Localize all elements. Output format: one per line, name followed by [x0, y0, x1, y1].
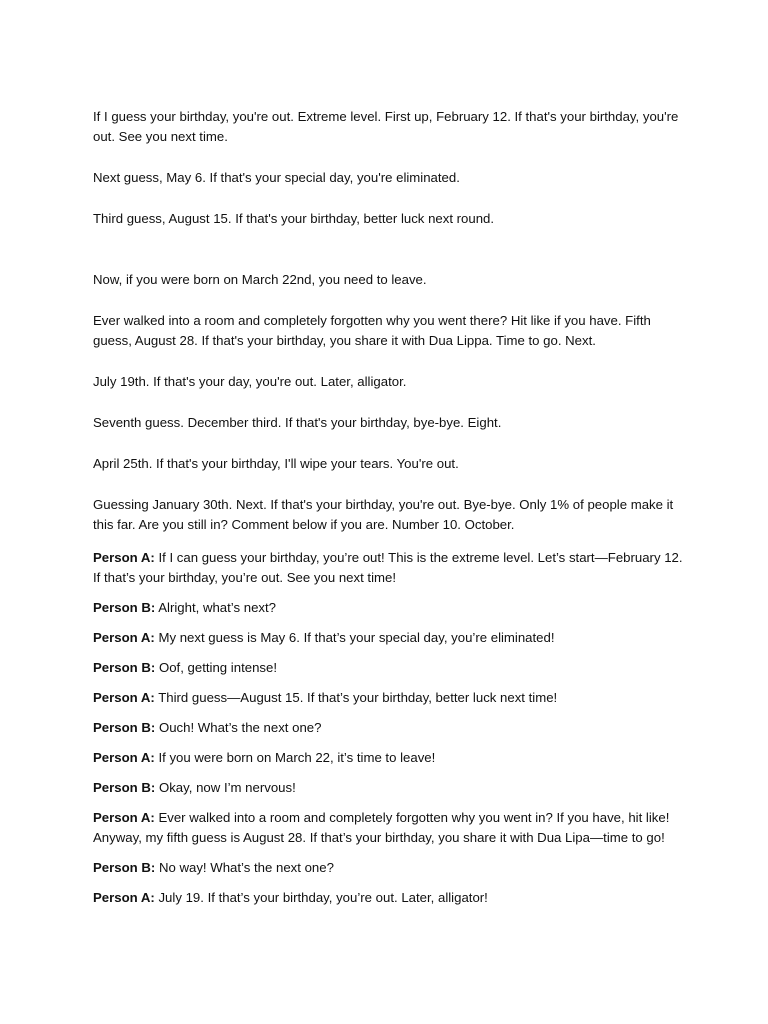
paragraph: Next guess, May 6. If that's your special day, you're eliminated. [93, 170, 460, 185]
speaker-label: Person A: [93, 690, 155, 705]
dialogue-line [93, 598, 683, 618]
speaker-label: Person B: [93, 600, 156, 615]
speaker-label: Person B: [93, 780, 156, 795]
dialogue-line [93, 628, 683, 648]
paragraph: Ever walked into a room and completely forgotten why you went there? Hit like if you have. Fifth guess, August 28. If that's your birthday, you share it with Dua Lippa. Time to go. Next. [93, 313, 651, 348]
speaker-label: Person A: [93, 630, 155, 645]
dialogue-line [93, 858, 683, 878]
dialogue-line [93, 888, 683, 908]
paragraph: If I guess your birthday, you're out. Extreme level. First up, February 12. If that's your birthday, you're out. See you next time. [93, 109, 679, 144]
dialogue-text: If I can guess your birthday, you’re out! This is the extreme level. Let’s start—February 12. If that’s your birthday, you’re out. See you next time! [93, 550, 683, 585]
dialogue-line [93, 658, 683, 678]
paragraph: July 19th. If that's your day, you're out. Later, alligator. [93, 374, 407, 389]
speaker-label: Person B: [93, 860, 156, 875]
paragraph: Now, if you were born on March 22nd, you need to leave. [93, 272, 427, 287]
dialogue-line [93, 718, 683, 738]
document-page [93, 107, 683, 918]
speaker-label: Person B: [93, 720, 156, 735]
dialogue-text: If you were born on March 22, it’s time to leave! [154, 750, 436, 765]
paragraph: April 25th. If that's your birthday, I'll wipe your tears. You're out. [93, 456, 459, 471]
dialogue-text: Alright, what’s next? [155, 600, 277, 615]
dialogue-text: Ever walked into a room and completely forgotten why you went in? If you have, hit like! Anyway, my fifth guess is August 28. If that’s your birthday, you share it with Dua Lipa—time to go! [93, 810, 670, 845]
dialogue-text: Oof, getting intense! [155, 660, 277, 675]
dialogue-text: Third guess—August 15. If that’s your birthday, better luck next time! [154, 690, 558, 705]
dialogue-line [93, 688, 683, 708]
speaker-label: Person A: [93, 890, 155, 905]
dialogue-text: No way! What’s the next one? [155, 860, 334, 875]
dialogue-line [93, 778, 683, 798]
speaker-label: Person A: [93, 810, 155, 825]
speaker-label: Person A: [93, 550, 155, 565]
paragraph: Guessing January 30th. Next. If that's your birthday, you're out. Bye-bye. Only 1% of people make it this far. Are you still in? Comment below if you are. Number 10. October. [93, 497, 674, 532]
dialogue-line [93, 808, 683, 848]
dialogue-line [93, 548, 683, 588]
dialogue-line [93, 748, 683, 768]
paragraph: Seventh guess. December third. If that's your birthday, bye-bye. Eight. [93, 415, 502, 430]
dialogue-text: Ouch! What’s the next one? [155, 720, 322, 735]
dialogue-text: Okay, now I’m nervous! [155, 780, 296, 795]
dialogue-text: My next guess is May 6. If that’s your special day, you’re eliminated! [154, 630, 555, 645]
paragraph: Third guess, August 15. If that's your birthday, better luck next round. [93, 211, 495, 226]
speaker-label: Person B: [93, 660, 156, 675]
dialogue-text: July 19. If that’s your birthday, you’re out. Later, alligator! [154, 890, 488, 905]
speaker-label: Person A: [93, 750, 155, 765]
